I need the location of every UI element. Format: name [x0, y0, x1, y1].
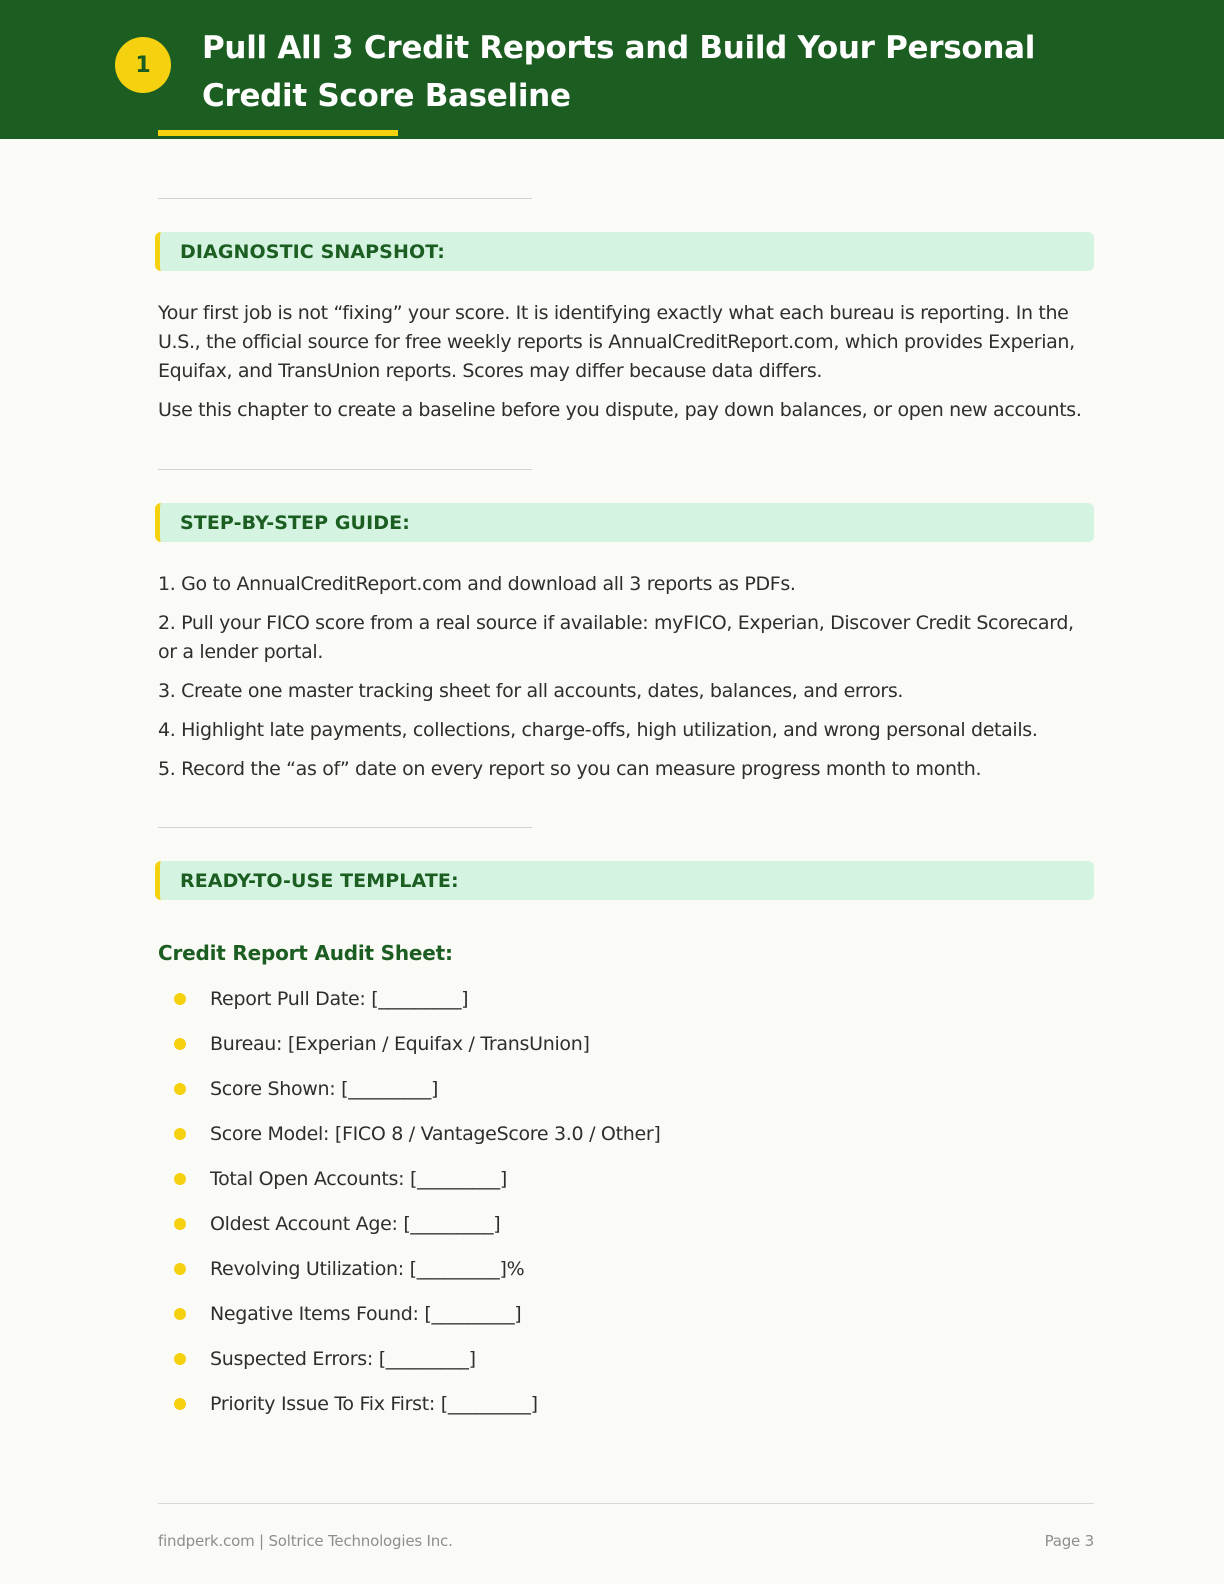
- list-item-text: Bureau: [Experian / Equifax / TransUnion]: [210, 1033, 590, 1055]
- diagnostic-paragraph: Use this chapter to create a baseline before you dispute, pay down balances, or open new accounts.: [158, 399, 1082, 421]
- bullet-dot-icon: [174, 1128, 186, 1140]
- page-number: Page 3: [1044, 1532, 1094, 1550]
- guide-step: 5. Record the “as of” date on every report so you can measure progress month to month.: [158, 758, 982, 780]
- bullet-dot-icon: [174, 1398, 186, 1410]
- bullet-dot-icon: [174, 1083, 186, 1095]
- section-heading-text: DIAGNOSTIC SNAPSHOT:: [180, 240, 445, 263]
- chapter-header: [0, 0, 1224, 139]
- footer-divider: [158, 1503, 1094, 1504]
- page-content: [158, 139, 1094, 1437]
- bullet-dot-icon: [174, 1308, 186, 1320]
- list-item: [158, 1212, 1094, 1257]
- guide-step: 1. Go to AnnualCreditReport.com and download all 3 reports as PDFs.: [158, 573, 796, 595]
- list-item-text: Suspected Errors: [_________]: [210, 1348, 476, 1370]
- guide-step: 4. Highlight late payments, collections, charge-offs, high utilization, and wrong personal details.: [158, 719, 1038, 741]
- list-item-text: Negative Items Found: [_________]: [210, 1303, 522, 1325]
- title-underline: [158, 130, 398, 136]
- list-item-text: Score Model: [FICO 8 / VantageScore 3.0 / Other]: [210, 1123, 661, 1145]
- section-heading-diagnostic: [155, 232, 1094, 271]
- guide-step: 2. Pull your FICO score from a real source if available: myFICO, Experian, Discover Credit Scorecard, or a lender portal.: [158, 612, 1074, 663]
- list-item: [158, 1392, 1094, 1437]
- bullet-dot-icon: [174, 1353, 186, 1365]
- section-heading-guide: [155, 503, 1094, 542]
- list-item-text: Priority Issue To Fix First: [_________]: [210, 1393, 538, 1415]
- bullet-dot-icon: [174, 1218, 186, 1230]
- bullet-dot-icon: [174, 993, 186, 1005]
- list-item-text: Report Pull Date: [_________]: [210, 988, 469, 1010]
- chapter-number-badge: 1: [115, 37, 171, 93]
- section-heading-template: [155, 861, 1094, 900]
- bullet-dot-icon: [174, 1263, 186, 1275]
- list-item: [158, 1167, 1094, 1212]
- template-subtitle: Credit Report Audit Sheet:: [158, 941, 453, 965]
- guide-step: 3. Create one master tracking sheet for all accounts, dates, balances, and errors.: [158, 680, 904, 702]
- footer-source: findperk.com | Soltrice Technologies Inc.: [158, 1532, 453, 1550]
- diagnostic-paragraph: Your first job is not “fixing” your score. It is identifying exactly what each bureau is reporting. In the U.S., the official source for free weekly reports is AnnualCreditReport.com, which provides Experian, Equifax, and TransUnion reports. Scores may differ because data differs.: [158, 302, 1075, 382]
- audit-checklist: [158, 987, 1094, 1437]
- bullet-dot-icon: [174, 1173, 186, 1185]
- list-item: [158, 1032, 1094, 1077]
- list-item: [158, 1122, 1094, 1167]
- list-item-text: Total Open Accounts: [_________]: [210, 1168, 507, 1190]
- list-item: [158, 1077, 1094, 1122]
- list-item-text: Score Shown: [_________]: [210, 1078, 439, 1100]
- section-heading-text: READY-TO-USE TEMPLATE:: [180, 869, 459, 892]
- list-item: [158, 1257, 1094, 1302]
- list-item: [158, 1347, 1094, 1392]
- list-item-text: Revolving Utilization: [_________]%: [210, 1258, 525, 1280]
- list-item-text: Oldest Account Age: [_________]: [210, 1213, 501, 1235]
- section-heading-text: STEP-BY-STEP GUIDE:: [180, 511, 410, 534]
- chapter-title: Pull All 3 Credit Reports and Build Your Personal Credit Score Baseline: [202, 30, 1036, 114]
- bullet-dot-icon: [174, 1038, 186, 1050]
- list-item: [158, 987, 1094, 1032]
- list-item: [158, 1302, 1094, 1347]
